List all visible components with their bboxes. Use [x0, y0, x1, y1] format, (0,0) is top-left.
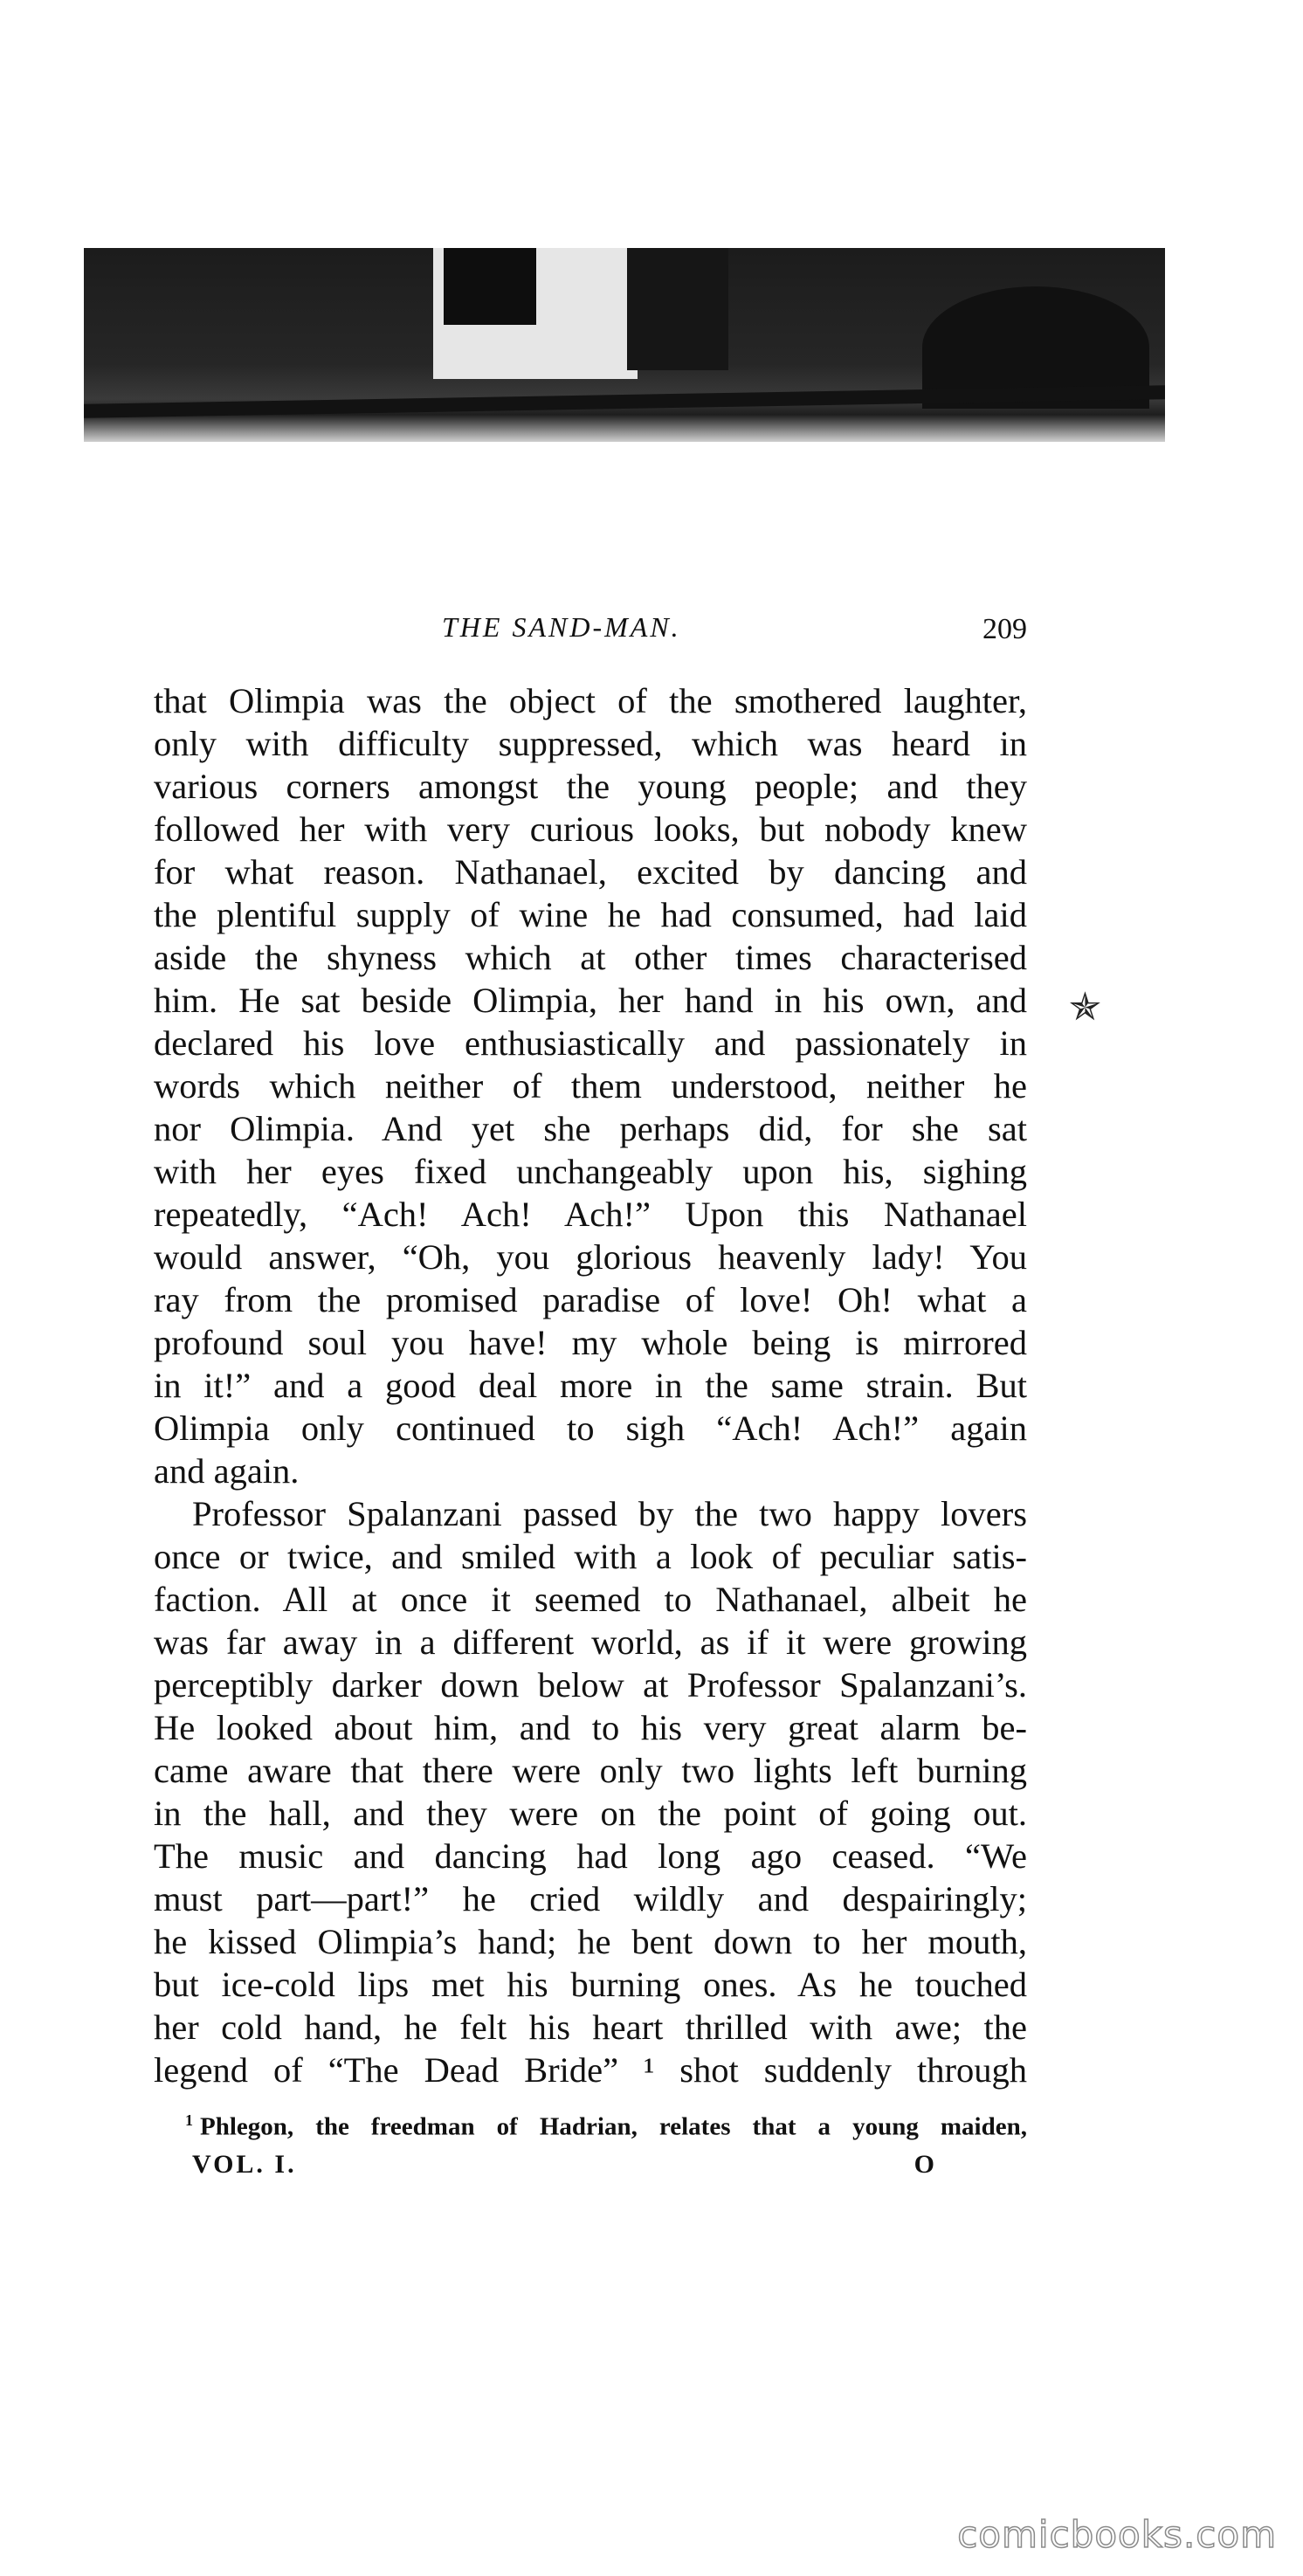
text-line: followed her with very curious looks, but nobody knew — [154, 809, 1027, 849]
text-line: was far away in a different world, as if it were growing — [154, 1622, 1027, 1662]
text-line: him. He sat beside Olimpia, her hand in his own, and — [154, 981, 1027, 1020]
text-line: with her eyes fixed unchangeably upon his, sighing — [154, 1152, 1027, 1191]
text-line: only with difficulty suppressed, which was heard in — [154, 724, 1027, 763]
text-line: perceptibly darker down below at Professor Spalanzani’s. — [154, 1665, 1027, 1705]
text-line: repeatedly, “Ach! Ach! Ach!” Upon this Nathanael — [154, 1195, 1027, 1234]
signature-line — [192, 2150, 934, 2185]
page-number: 209 — [982, 613, 1027, 645]
body-text — [154, 679, 1027, 2091]
text-line: words which neither of them understood, neither he — [154, 1066, 1027, 1105]
photo-wall-dark — [627, 248, 728, 370]
footnote-text: Phlegon, the freedman of Hadrian, relates that a young maiden, — [200, 2112, 1027, 2141]
text-line: ray from the promised paradise of love! Oh! what a — [154, 1280, 1027, 1319]
text-line: Professor Spalanzani passed by the two happy lovers — [192, 1494, 1027, 1533]
text-line: The music and dancing had long ago ceased. “We — [154, 1836, 1027, 1876]
photo-door-dark — [444, 248, 536, 325]
text-line: faction. All at once it seemed to Nathanael, albeit he — [154, 1580, 1027, 1619]
footnote — [154, 2111, 1027, 2142]
text-line: legend of “The Dead Bride” ¹ shot suddenly through — [154, 2050, 1027, 2090]
text-line: various corners amongst the young people; and they — [154, 767, 1027, 806]
text-line: He looked about him, and to his very great alarm be- — [154, 1708, 1027, 1747]
text-line: for what reason. Nathanael, excited by dancing and — [154, 852, 1027, 892]
text-line: her cold hand, he felt his heart thrilled with awe; the — [154, 2008, 1027, 2047]
text-line: profound soul you have! my whole being is mirrored — [154, 1323, 1027, 1362]
text-line: the plentiful supply of wine he had consumed, had laid — [154, 895, 1027, 934]
text-line: would answer, “Oh, you glorious heavenly lady! You — [154, 1237, 1027, 1277]
text-line: Olimpia only continued to sigh “Ach! Ach!” again — [154, 1409, 1027, 1448]
text-line: came aware that there were only two lights left burning — [154, 1751, 1027, 1790]
text-line: but ice-cold lips met his burning ones. As he touched — [154, 1965, 1027, 2004]
text-line: in it!” and a good deal more in the same strain. But — [154, 1366, 1027, 1405]
text-line: declared his love enthusiastically and passionately in — [154, 1023, 1027, 1063]
text-line: he kissed Olimpia’s hand; he bent down to her mouth, — [154, 1922, 1027, 1961]
text-line: that Olimpia was the object of the smothered laughter, — [154, 681, 1027, 720]
photo-ground — [84, 385, 1165, 418]
text-line: and again. — [154, 1451, 300, 1491]
header-photo-fragment — [84, 248, 1165, 442]
text-line: aside the shyness which at other times characterised — [154, 938, 1027, 977]
watermark: comicbooks.com — [957, 2513, 1277, 2556]
volume-label: VOL. I. — [192, 2150, 297, 2179]
text-line: must part—part!” he cried wildly and despairingly; — [154, 1879, 1027, 1918]
text-line: nor Olimpia. And yet she perhaps did, for she sat — [154, 1109, 1027, 1148]
signature-mark: O — [913, 2150, 934, 2179]
text-line: in the hall, and they were on the point of going out. — [154, 1794, 1027, 1833]
running-title: THE SAND-MAN. — [442, 611, 681, 643]
text-line: once or twice, and smiled with a look of peculiar satis- — [154, 1537, 1027, 1576]
footnote-marker: 1 — [185, 2111, 193, 2129]
running-head — [154, 611, 1027, 650]
margin-star-mark: ✯ — [1069, 986, 1101, 1029]
